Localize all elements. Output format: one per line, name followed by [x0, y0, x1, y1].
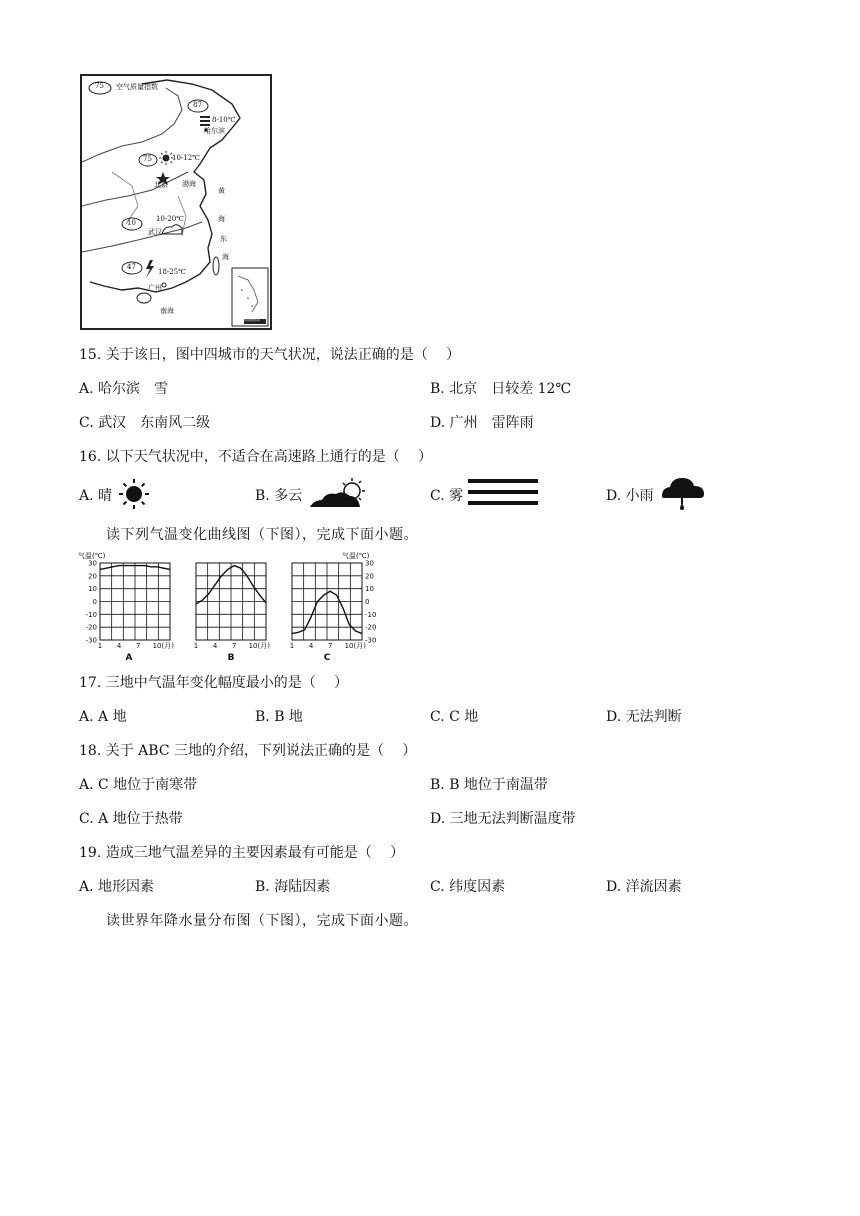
y-tick-label: 30: [88, 559, 97, 568]
y-tick-label: -30: [365, 636, 377, 645]
q18-option-c[interactable]: C. A 地位于热带: [79, 811, 183, 827]
guangzhou-label: 广州: [148, 284, 162, 292]
q16-stem: 16. 以下天气状况中，不适合在高速路上通行的是（ ）: [79, 449, 433, 465]
right-axis-label: 气温(℃): [342, 552, 370, 560]
wuhan-temp: 10-20℃: [156, 215, 185, 223]
temperature-point: [330, 591, 331, 592]
huanghai-label-2: 海: [218, 215, 225, 223]
harbin-aqi: 87: [193, 101, 202, 109]
beijing-aqi: 75: [143, 155, 152, 163]
temperature-point: [150, 566, 151, 567]
temperature-point: [208, 593, 209, 594]
q19-stem: 19. 造成三地气温差异的主要因素最有可能是（ ）: [79, 845, 405, 861]
temperature-point: [240, 568, 241, 569]
y-tick-label: 20: [88, 572, 97, 581]
y-tick-label: -20: [85, 623, 97, 632]
q15-option-c[interactable]: C. 武汉 东南风二级: [79, 415, 211, 431]
temperature-point: [131, 565, 132, 566]
chart-name-A: A: [125, 653, 133, 663]
temperature-point: [234, 565, 235, 566]
q17-option-d[interactable]: D. 无法判断: [606, 709, 682, 725]
map-drawing: [82, 76, 270, 328]
q16-option-b[interactable]: B. 多云: [255, 488, 303, 504]
q18-option-d[interactable]: D. 三地无法判断温度带: [430, 811, 576, 827]
inset-label: 南海诸岛: [244, 317, 260, 322]
temperature-point: [144, 565, 145, 566]
temperature-point: [323, 594, 324, 595]
x-tick-label: 1: [289, 642, 295, 650]
nanhai-label: 南海: [160, 307, 174, 315]
q17-option-b[interactable]: B. B 地: [255, 709, 303, 725]
temperature-point: [355, 630, 356, 631]
legend-value: 75: [95, 82, 104, 90]
temperature-point: [298, 632, 299, 633]
donghai-label-2: 海: [222, 253, 229, 261]
chart-name-C: C: [323, 653, 331, 663]
x-tick-label: 1: [193, 642, 199, 650]
wuhan-aqi: 10: [127, 219, 136, 227]
y-tick-label: 10: [88, 585, 97, 594]
q16-option-c[interactable]: C. 雾: [430, 488, 464, 504]
q16-option-d[interactable]: D. 小雨: [606, 488, 654, 504]
donghai-label-1: 东: [220, 235, 227, 243]
q15-option-d[interactable]: D. 广州 雷阵雨: [430, 415, 534, 431]
q18-option-b[interactable]: B. B 地位于南温带: [430, 777, 548, 793]
x-tick-label: 4: [308, 642, 314, 650]
beijing-temp: 10-12℃: [172, 154, 201, 162]
temperature-point: [195, 603, 196, 604]
weather-map: [80, 74, 272, 330]
q19-option-b[interactable]: B. 海陆因素: [255, 879, 331, 895]
temperature-point: [291, 633, 292, 634]
temperature-point: [118, 565, 119, 566]
q15-option-a[interactable]: A. 哈尔滨 雪: [79, 381, 169, 397]
temperature-point: [304, 629, 305, 630]
intro-temperature: 读下列气温变化曲线图（下图），完成下面小题。: [106, 527, 418, 543]
q18-stem: 18. 关于 ABC 三地的介绍，下列说法正确的是（ ）: [79, 743, 417, 759]
temperature-point: [342, 607, 343, 608]
cloudy-icon: [308, 478, 372, 508]
y-tick-label: -30: [85, 636, 97, 645]
y-tick-label: 20: [365, 572, 374, 581]
y-tick-label: 30: [365, 559, 374, 568]
sun-icon: [118, 478, 150, 510]
temperature-point: [169, 569, 170, 570]
y-tick-label: 0: [92, 598, 97, 606]
q19-option-a[interactable]: A. 地形因素: [79, 879, 155, 895]
temperature-point: [310, 616, 311, 617]
temperature-point: [163, 568, 164, 569]
temperature-point: [246, 575, 247, 576]
temperature-point: [265, 602, 266, 603]
x-tick-label: 4: [212, 642, 218, 650]
chart-name-B: B: [227, 653, 235, 663]
temperature-point: [125, 565, 126, 566]
temperature-point: [317, 601, 318, 602]
x-tick-label: 1: [97, 642, 103, 650]
temperature-point: [106, 568, 107, 569]
x-tick-label: 10(月): [152, 642, 174, 650]
y-tick-label: 0: [365, 598, 370, 606]
q15-stem: 15. 关于该日，图中四城市的天气状况，说法正确的是（ ）: [79, 347, 461, 363]
x-tick-label: 7: [327, 642, 333, 650]
q17-option-a[interactable]: A. A 地: [79, 709, 127, 725]
y-tick-label: -10: [85, 610, 97, 619]
temperature-point: [253, 586, 254, 587]
huanghai-label-1: 黄: [218, 187, 225, 195]
q16-option-a[interactable]: A. 晴: [79, 488, 113, 504]
guangzhou-aqi: 47: [127, 263, 136, 271]
guangzhou-temp: 18-25℃: [158, 268, 187, 276]
temperature-charts: [74, 550, 386, 666]
q19-option-d[interactable]: D. 洋流因素: [606, 879, 682, 895]
left-axis-label: 气温(℃): [78, 552, 106, 560]
temperature-point: [202, 600, 203, 601]
q15-option-b[interactable]: B. 北京 日较差 12℃: [430, 381, 572, 397]
harbin-label: 哈尔滨: [204, 127, 225, 135]
x-tick-label: 10(月): [344, 642, 366, 650]
temperature-point: [361, 633, 362, 634]
temperature-point: [259, 594, 260, 595]
temperature-point: [349, 624, 350, 625]
fog-icon: [468, 478, 540, 508]
beijing-label: 北京: [154, 181, 168, 189]
temperature-point: [157, 566, 158, 567]
temperature-point: [138, 565, 139, 566]
x-tick-label: 7: [231, 642, 237, 650]
q17-option-c[interactable]: C. C 地: [430, 709, 479, 725]
temperature-point: [214, 584, 215, 585]
q18-option-a[interactable]: A. C 地位于南寒带: [79, 777, 198, 793]
q19-option-c[interactable]: C. 纬度因素: [430, 879, 506, 895]
y-tick-label: -20: [365, 623, 377, 632]
harbin-temp: 8-10℃: [212, 116, 236, 124]
temperature-point: [112, 566, 113, 567]
y-tick-label: -10: [365, 610, 377, 619]
x-tick-label: 7: [135, 642, 141, 650]
y-tick-label: 10: [365, 585, 374, 594]
light-rain-icon: [660, 474, 706, 510]
intro-precipitation: 读世界年降水量分布图（下图），完成下面小题。: [106, 913, 418, 929]
temperature-point: [227, 569, 228, 570]
wuhan-label: 武汉: [148, 228, 162, 236]
temperature-point: [99, 569, 100, 570]
temperature-point: [336, 594, 337, 595]
legend-label: 空气质量指数: [116, 83, 158, 91]
bohai-label: 渤海: [182, 180, 196, 188]
x-tick-label: 10(月): [248, 642, 270, 650]
q17-stem: 17. 三地中气温年变化幅度最小的是（ ）: [79, 675, 349, 691]
temperature-point: [221, 575, 222, 576]
x-tick-label: 4: [116, 642, 122, 650]
